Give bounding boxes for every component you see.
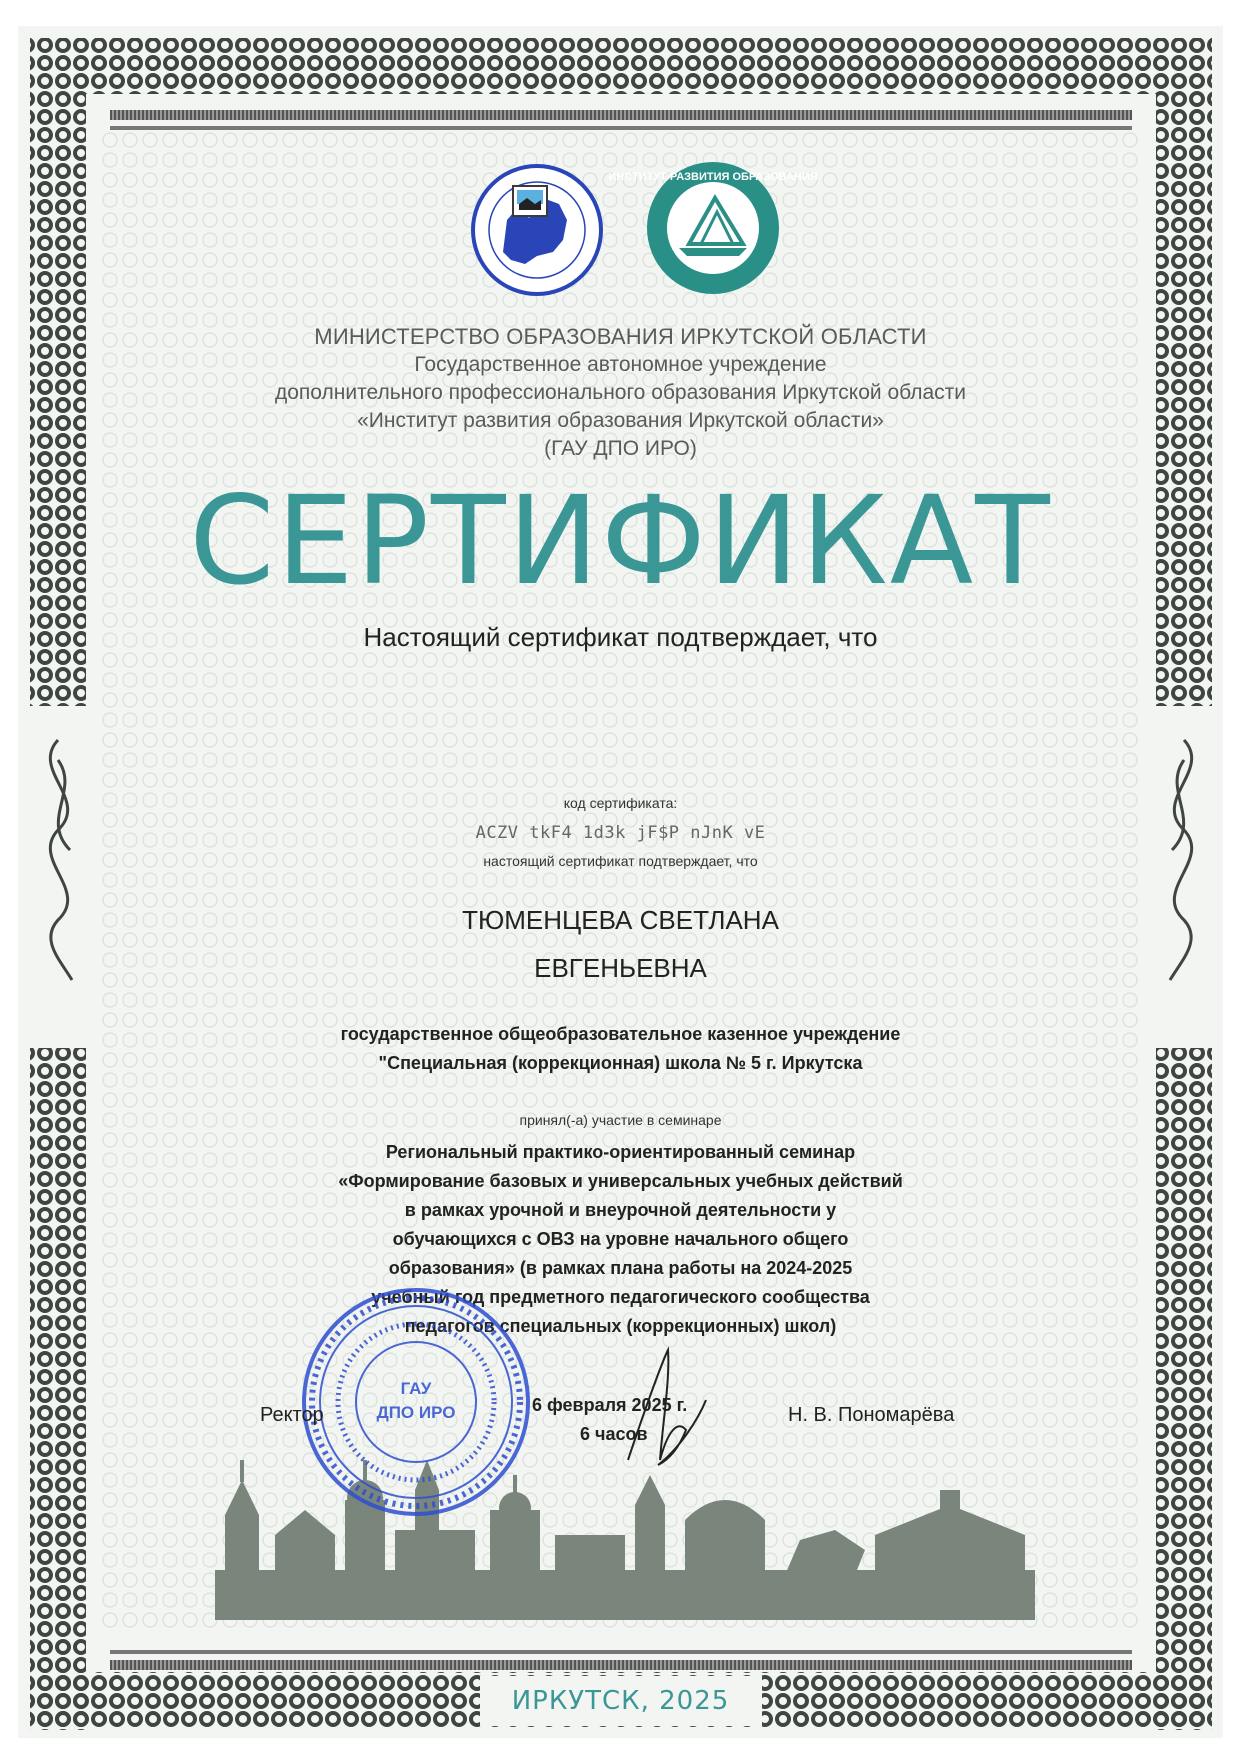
event-line: учебный год предметного педагогического сообщества — [371, 1287, 870, 1307]
event-line: в рамках урочной и внеурочной деятельности у — [404, 1200, 837, 1220]
event-description — [0, 1138, 1241, 1341]
event-line: Региональный практико-ориентированный семинар — [385, 1142, 856, 1162]
top-rule — [110, 110, 1132, 120]
city-year: ИРКУТСК, 2025 — [511, 1686, 730, 1716]
recipient-org-line-2: "Специальная (коррекционная) школа № 5 г. Иркутска — [378, 1053, 863, 1073]
event-date: 6 февраля 2025 г. — [532, 1395, 688, 1415]
code-label: код сертификата: — [563, 795, 678, 811]
ministry-logo — [467, 160, 607, 300]
org-line-3: «Институт развития образования Иркутской области» — [357, 409, 884, 432]
org-line-2: дополнительного профессионального образования Иркутской области — [274, 381, 967, 404]
organization-header — [0, 323, 1241, 463]
recipient-org-line-1: государственное общеобразовательное казенное учреждение — [340, 1024, 901, 1044]
org-line-1: Государственное автономное учреждение — [414, 353, 827, 376]
certificate-title: СЕРТИФИКАТ — [189, 470, 1052, 612]
confirm-small-text: настоящий сертификат подтверждает, что — [483, 853, 758, 869]
recipient-name-line-2: ЕВГЕНЬЕВНА — [534, 953, 707, 983]
recipient-name-line-1: ТЮМЕНЦЕВА СВЕТЛАНА — [462, 905, 779, 935]
top-rule-thin — [110, 126, 1132, 130]
event-line: обучающихся с ОВЗ на уровне начального общего — [392, 1229, 849, 1249]
institute-logo — [608, 158, 818, 298]
event-hours: 6 часов — [580, 1424, 648, 1444]
confirm-text: Настоящий сертификат подтверждает, что — [363, 622, 878, 652]
recipient-organization — [0, 1020, 1241, 1078]
event-line: образования» (в рамках плана работы на 2024-2025 — [388, 1258, 853, 1278]
svg-text:ГАУ: ГАУ — [400, 1379, 432, 1398]
svg-text:ИНСТИТУТ РАЗВИТИЯ ОБРАЗОВАНИЯ: ИНСТИТУТ РАЗВИТИЯ ОБРАЗОВАНИЯ — [608, 171, 818, 183]
bottom-rule — [110, 1660, 1132, 1670]
participation-text: принял(-а) участие в семинаре — [519, 1112, 722, 1128]
recipient-name — [0, 896, 1241, 992]
ministry-name: МИНИСТЕРСТВО ОБРАЗОВАНИЯ ИРКУТСКОЙ ОБЛАСТИ — [314, 324, 927, 349]
certificate-code: ACZV tkF4 1d3k jF$P nJnK vE — [475, 823, 766, 843]
rector-label: Ректор — [260, 1404, 324, 1426]
official-stamp — [296, 1282, 536, 1522]
event-line: педагогов специальных (коррекционных) школ) — [404, 1316, 837, 1336]
org-abbreviation: (ГАУ ДПО ИРО) — [544, 437, 697, 460]
bottom-rule-thin — [110, 1650, 1132, 1654]
svg-text:ДПО ИРО: ДПО ИРО — [376, 1403, 456, 1422]
event-line: «Формирование базовых и универсальных учебных действий — [338, 1171, 903, 1191]
rector-name: Н. В. Пономарёва — [788, 1404, 955, 1426]
